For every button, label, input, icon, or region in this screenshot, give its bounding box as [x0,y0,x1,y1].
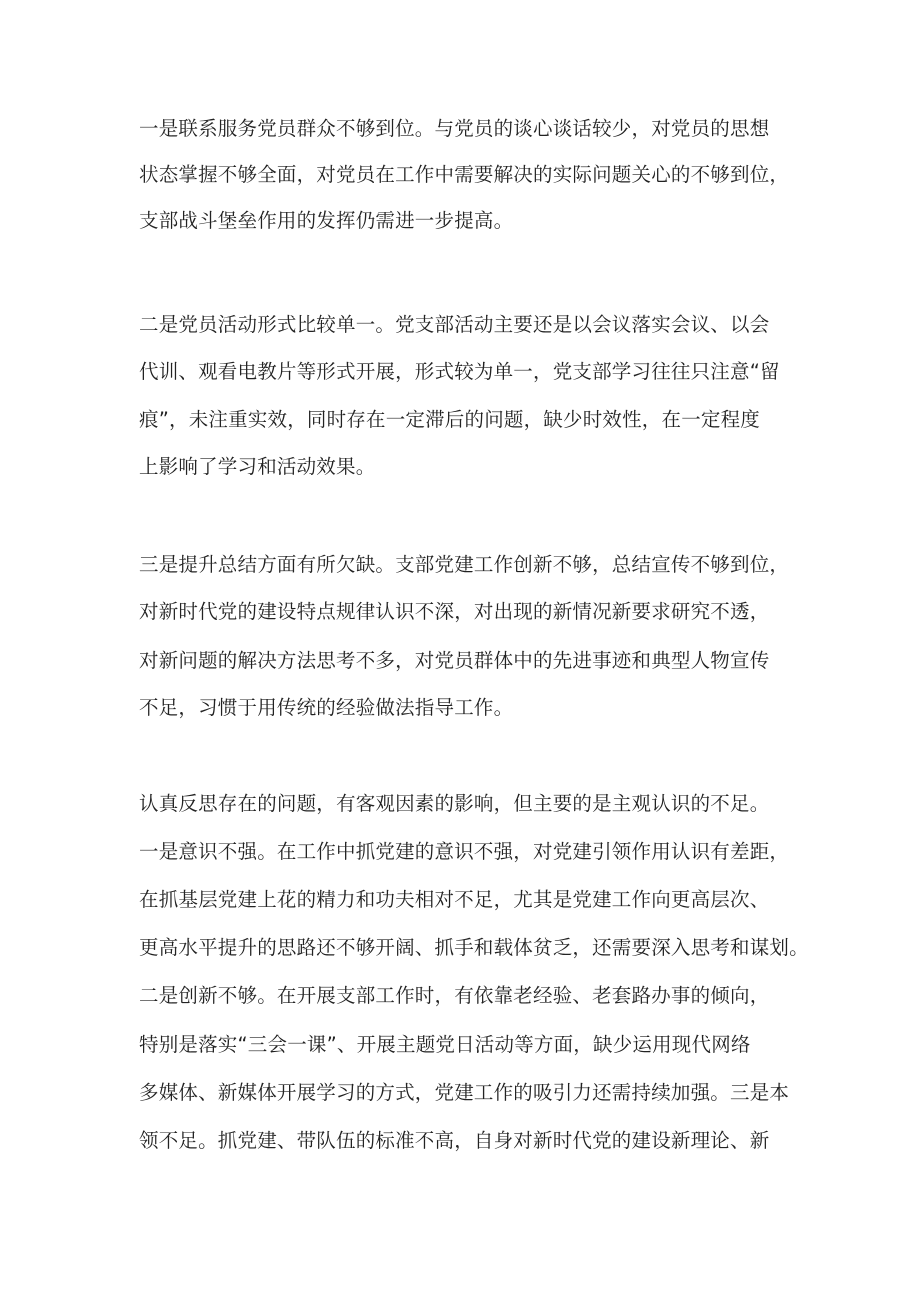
text-line: 更高水平提升的思路还不够开阔、抓手和载体贫乏，还需要深入思考和谋划。 [139,936,809,959]
text-line: 上影响了学习和活动效果。 [139,455,376,478]
text-line: 不足，习惯于用传统的经验做法指导工作。 [139,696,514,719]
text-line: 一是联系服务党员群众不够到位。与党员的谈心谈话较少，对党员的思想 [139,117,770,140]
text-line: 领不足。抓党建、带队伍的标准不高，自身对新时代党的建设新理论、新 [139,1129,770,1152]
text-line: 认真反思存在的问题，有客观因素的影响，但主要的是主观认识的不足。 [139,792,770,815]
text-line: 对新问题的解决方法思考不多，对党员群体中的先进事迹和典型人物宣传 [139,649,770,672]
text-line: 三是提升总结方面有所欠缺。支部党建工作创新不够，总结宣传不够到位， [139,553,790,576]
text-line: 一是意识不强。在工作中抓党建的意识不强，对党建引领作用认识有差距， [139,840,790,863]
text-line: 痕”，未注重实效，同时存在一定滞后的问题，缺少时效性，在一定程度 [139,408,761,431]
text-line: 多媒体、新媒体开展学习的方式，党建工作的吸引力还需持续加强。三是本 [139,1081,790,1104]
text-line: 代训、观看电教片等形式开展，形式较为单一，党支部学习往往只注意“留 [139,360,780,383]
text-line: 支部战斗堡垒作用的发挥仍需进一步提高。 [139,209,514,232]
text-line: 二是党员活动形式比较单一。党支部活动主要还是以会议落实会议、以会 [139,313,770,336]
text-line: 特别是落实“三会一课”、开展主题党日活动等方面，缺少运用现代网络 [139,1033,751,1056]
text-line: 二是创新不够。在开展支部工作时，有依靠老经验、老套路办事的倾向， [139,984,770,1007]
text-line: 对新时代党的建设特点规律认识不深，对出现的新情况新要求研究不透， [139,600,770,623]
text-line: 在抓基层党建上花的精力和功夫相对不足，尤其是党建工作向更高层次、 [139,888,770,911]
text-line: 状态掌握不够全面，对党员在工作中需要解决的实际问题关心的不够到位， [139,163,790,186]
